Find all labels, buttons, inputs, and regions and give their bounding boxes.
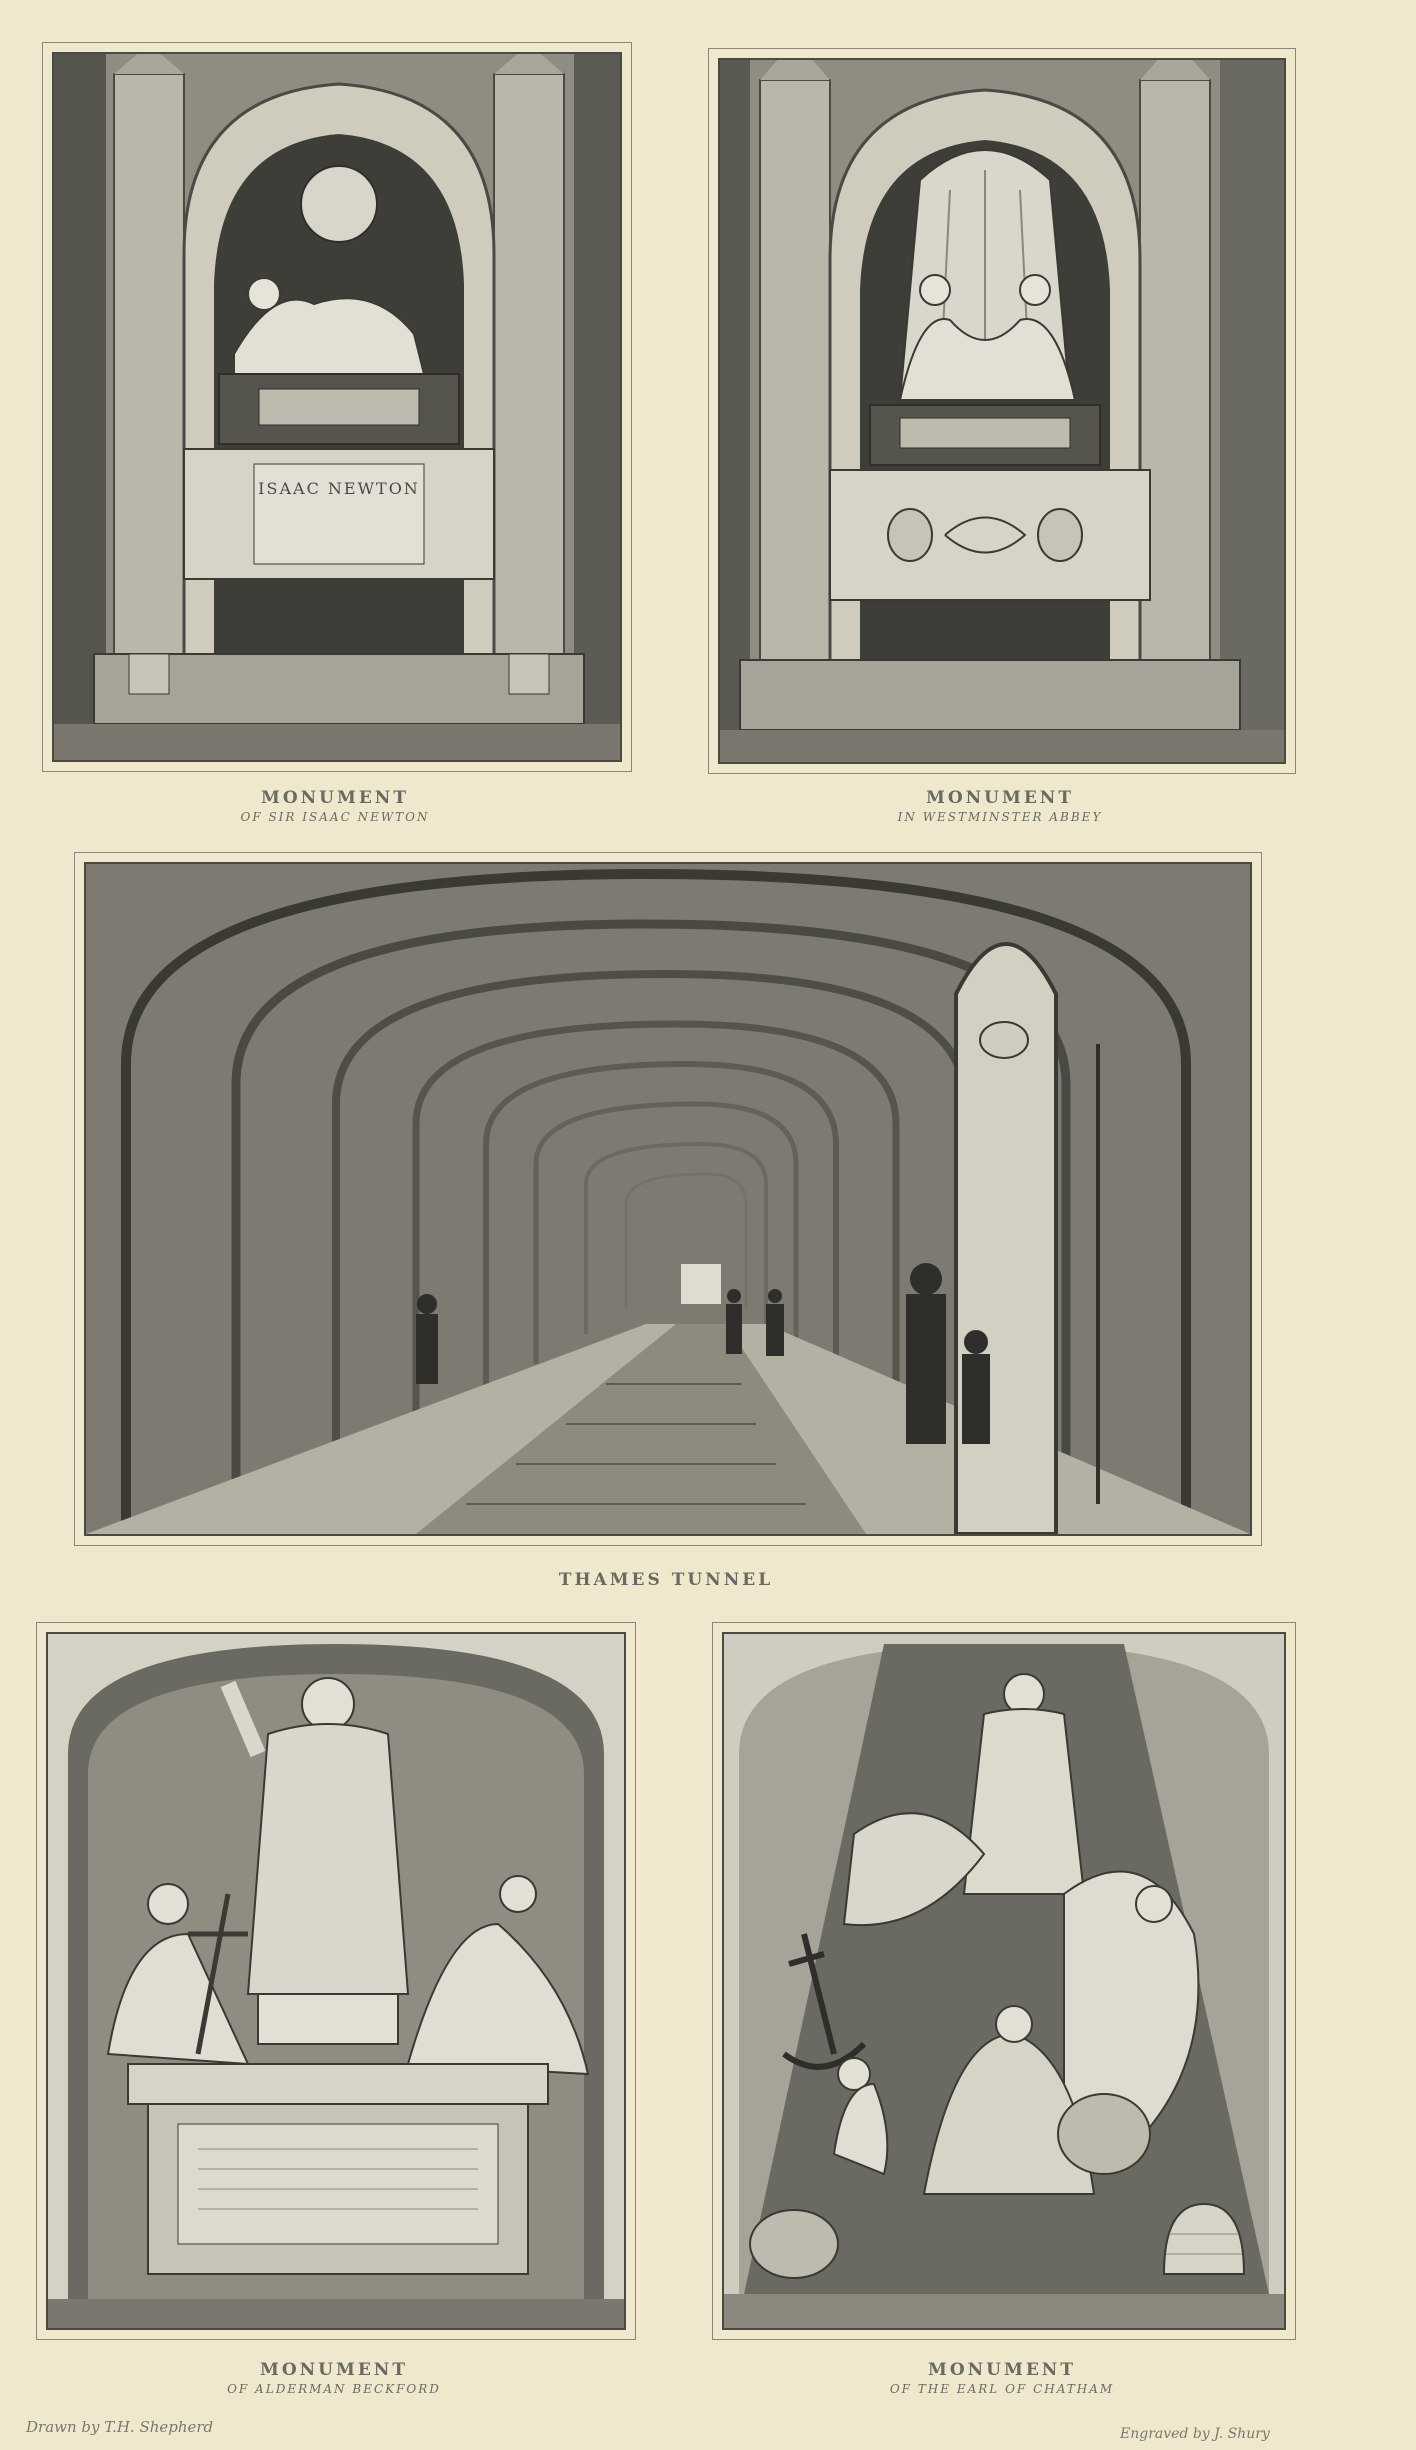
caption-newton	[52, 790, 618, 823]
caption-westminster-subtitle: IN WESTMINSTER ABBEY	[897, 810, 1103, 824]
plate-westminster-monument	[718, 58, 1286, 764]
plate-thames-tunnel	[84, 862, 1252, 1536]
caption-newton-subtitle: OF SIR ISAAC NEWTON	[240, 810, 430, 824]
caption-thames-tunnel-title: THAMES TUNNEL	[558, 1570, 774, 1590]
credit-engraved-by: Engraved by J. Shury	[1120, 2426, 1270, 2442]
thames-tunnel-engraving	[86, 864, 1250, 1534]
caption-westminster	[718, 790, 1282, 823]
chatham-monument-engraving	[724, 1634, 1284, 2328]
caption-thames-tunnel	[84, 1572, 1248, 1589]
plate-beckford-monument	[46, 1632, 626, 2330]
caption-beckford	[46, 2362, 622, 2395]
westminster-monument-engraving	[720, 60, 1284, 762]
caption-chatham-subtitle: OF THE EARL OF CHATHAM	[889, 2382, 1115, 2396]
credit-drawn-by: Drawn by T.H. Shepherd	[26, 2418, 214, 2436]
beckford-monument-engraving	[48, 1634, 624, 2328]
newton-monument-engraving	[54, 54, 620, 760]
caption-beckford-subtitle: OF ALDERMAN BECKFORD	[227, 2382, 441, 2396]
caption-chatham	[722, 2362, 1282, 2395]
caption-newton-title: MONUMENT	[261, 788, 409, 808]
caption-beckford-title: MONUMENT	[260, 2360, 408, 2380]
plate-chatham-monument	[722, 1632, 1286, 2330]
caption-westminster-title: MONUMENT	[926, 788, 1074, 808]
newton-tablet-inscription: ISAAC NEWTON	[258, 479, 420, 498]
caption-chatham-title: MONUMENT	[928, 2360, 1076, 2380]
plate-newton-monument	[52, 52, 622, 762]
